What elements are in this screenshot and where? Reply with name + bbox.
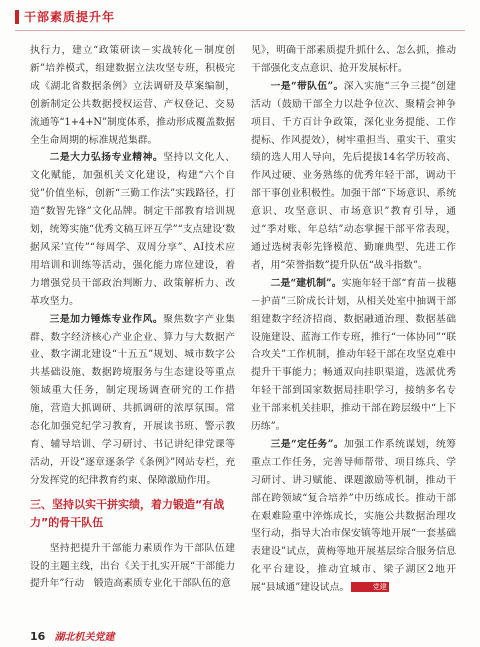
paragraph: 见》，明确干部素质提升抓什么、怎么抓，推动干部强化支点意识、抢开发展标杆。 xyxy=(251,45,456,74)
paragraph-lead: 三是加力锤炼专业作风。 xyxy=(49,313,164,325)
right-column xyxy=(251,42,456,597)
paragraph-body: 实施年轻干部“育苗－拔穗－护苗”三阶成长计划，从相关处室中抽调干部组建数字经济招商、数据融通治理、数据基础设施建设、蓝海工作专班，推行“一体协同”“联合攻关”工作机制，推动年轻干部在攻坚克难中提升干事能力；畅通双向挂职渠道，选派优秀年轻干部到国家数据局挂职学习，接纳多名专业干部来机关挂职，推动干部在跨层级中“上下历练”。 xyxy=(251,277,456,433)
paragraph: 执行力，建立“政策研读－实战转化－制度创新”培养模式，组建数据立法攻坚专班，积极完成《湖北省数据条例》立法调研及草案编制，创新制定公共数据授权运营、产权登记、交易流通等“1+4+N”制度体系，推动形成覆盖数据全生命周期的标准规范集群。 xyxy=(30,45,235,146)
page-footer xyxy=(30,628,115,643)
paragraph xyxy=(30,311,235,490)
paragraph-body: 深入实施“三争三提”创建活动（鼓励干部全力以赴争位次、聚精会神争项目、千方百计争政策，深化业务提能、工作提标、作风提效），树牢重担当、重实干、重实绩的选人用人导向，先后提拔14名学历较高、作风过硬、业务熟练的优秀年轻干部，调动干部干事创业积极性。加强干部“下场意识、系统意识、攻坚意识、市场意识”教育引导，通过“季对账、年总结”动态掌握干部平常表现，通过选树表彰先锋模范、勤廉典型、先进工作者，用“荣誉指数”提升队伍“战斗指数”。 xyxy=(251,80,456,271)
paragraph-body: 聚焦数字产业集群、数字经济核心产业企业、算力与大数据产业、数字湖北建设“十五五”规划、城市数字公共基础设施、数据跨境服务与生态建设等重点领域重大任务，制定现场调查研究的工作措施，营造大抓调研、共抓调研的浓厚氛围。常态化加强党纪学习教育，开展读书班、警示教育、辅导培训、学习研讨、书记讲纪律党课等活动，开设“逐章逐条学《条例》”网站专栏，充分发挥党的纪律教育约束、保障激励作用。 xyxy=(30,313,236,486)
section-header-title: 干部素质提升年 xyxy=(24,10,116,24)
paragraph-body: 坚持以文化人、文化赋能，加强机关文化建设，构建“六个自觉”价值坐标，创新“三勤工作法”实践路径，打造“数智先锋”文化品牌。制定干部教育培训规划，统筹实施“优秀文稿互评互学”“支点建设‘数据风采’宣传”“每周学、双周分享”、AI技术应用培训和训练等活动，强化能力席位建设，着力增强党员干部政治判断力、政策解析力、改革攻坚力。 xyxy=(30,152,236,307)
paragraph-lead: 二是大力弘扬专业精神。 xyxy=(49,152,164,164)
left-column xyxy=(30,42,235,593)
paragraph xyxy=(251,436,456,597)
paragraph xyxy=(251,275,456,436)
page-number: 16 xyxy=(30,630,46,643)
paragraph-lead: 二是“建机制”。 xyxy=(270,277,342,289)
section-heading: 三、坚持以实干拼实绩，着力锻造“有战力”的骨干队伍 xyxy=(30,497,225,529)
page-header xyxy=(0,0,480,40)
paragraph xyxy=(30,149,235,310)
magazine-logo: 湖北机关党建 xyxy=(54,632,115,643)
header-accent-bar xyxy=(15,10,19,24)
article-end-mark: 党建 xyxy=(351,582,389,592)
header-divider xyxy=(15,30,465,31)
paragraph xyxy=(251,78,456,275)
paragraph-lead: 三是“定任务”。 xyxy=(270,438,345,450)
paragraph: 坚持把提升干部能力素质作为干部队伍建设的主题主线，出台《关于扎实开展“干部能力提升年”行动 锻造高素质专业化干部队伍的意 xyxy=(30,542,235,590)
paragraph-body: 加强工作系统谋划，统筹重点工作任务，完善导师帮带、项目练兵、学习研讨、讲习赋能、课题激励等机制，推动干部在跨领域“复合培养”中历练成长。推动干部在艰难险重中淬炼成长，实施公共数据治理攻坚行动，指导大冶市保安镇等地开展“一套基础表建设”试点，黄梅等地开展基层综合服务信息化平台建设，推动宜城市、梁子湖区2地开展“县域通”建设试点。 xyxy=(251,438,456,594)
paragraph-lead: 一是“带队伍”。 xyxy=(270,80,344,92)
